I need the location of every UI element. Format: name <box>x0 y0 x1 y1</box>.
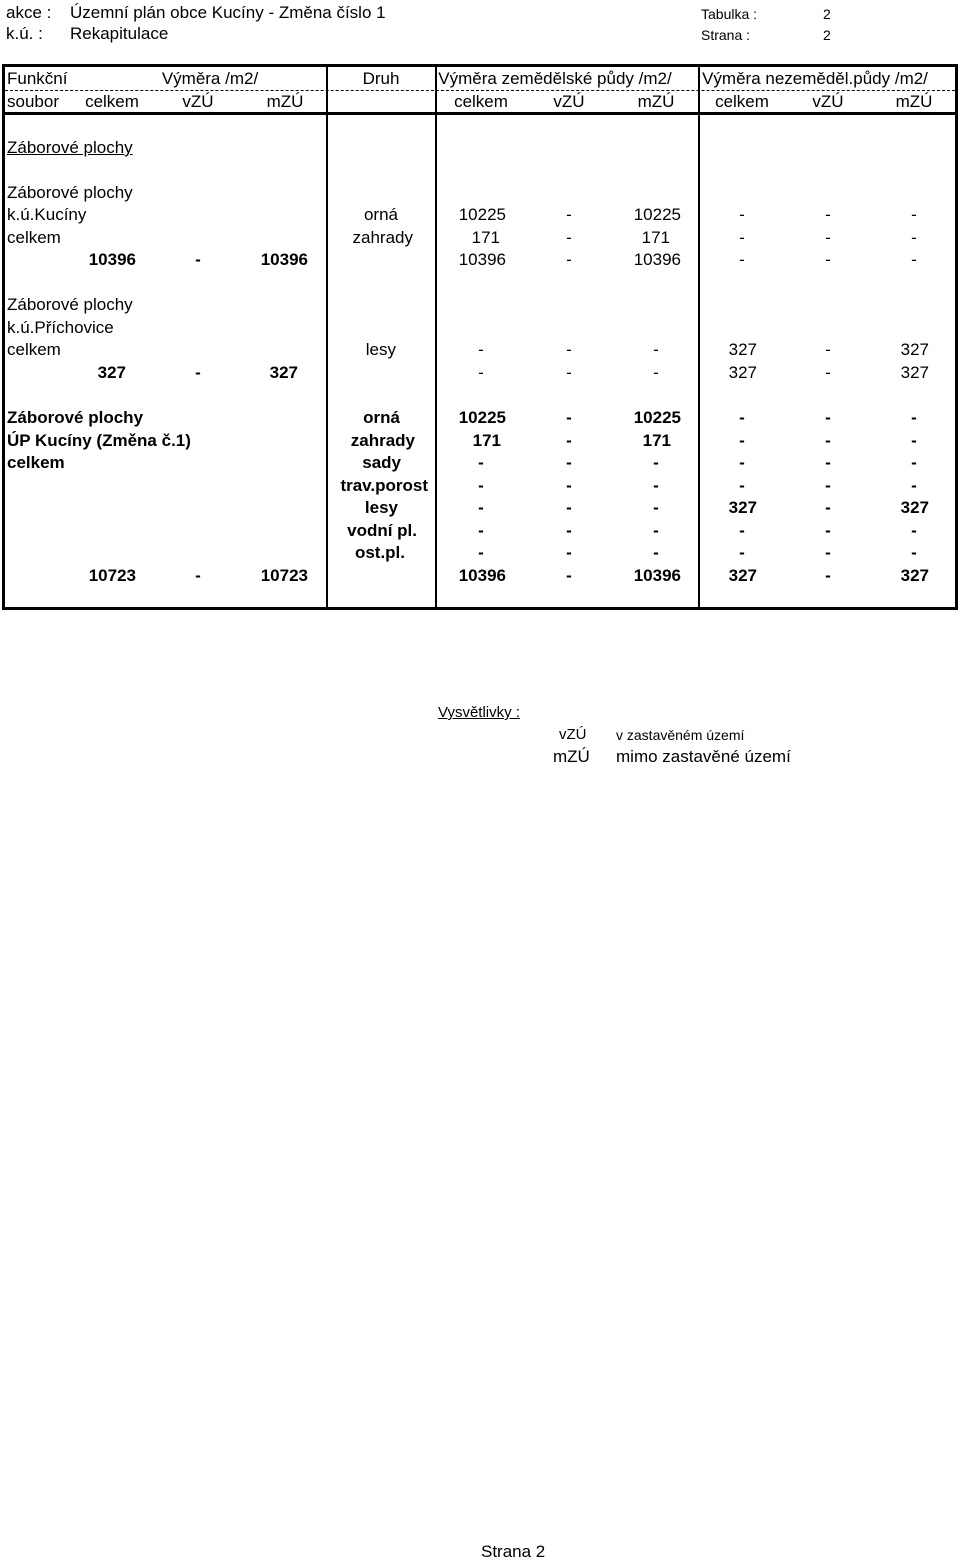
cell-druh: sady <box>362 453 401 472</box>
block-label: Záborové plochy <box>7 183 133 202</box>
cell-vymera-vzu: - <box>195 363 201 382</box>
cell-nezem-celkem: - <box>739 543 745 562</box>
cell-druh: vodní pl. <box>347 521 417 540</box>
block-label: ÚP Kucíny (Změna č.1) <box>7 431 191 450</box>
col-vymera: Výměra /m2/ <box>161 69 259 88</box>
col-zem-mzu: mZÚ <box>637 92 675 111</box>
cell-zem-celkem: 171 <box>472 431 501 450</box>
ku-value: Rekapitulace <box>70 24 169 43</box>
cell-vymera-celkem: 327 <box>97 363 126 382</box>
page-footer: Strana 2 <box>481 1542 546 1561</box>
cell-nezem-celkem: 327 <box>728 340 757 359</box>
cell-nezem-mzu: 327 <box>900 363 929 382</box>
cell-zem-celkem: 10225 <box>458 205 506 224</box>
cell-nezem-mzu: - <box>911 205 917 224</box>
col-nezem-mzu: mZÚ <box>895 92 933 111</box>
cell-zem-vzu: - <box>566 431 572 450</box>
legend-text: mimo zastavěné území <box>616 747 791 766</box>
cell-druh: lesy <box>364 498 398 517</box>
col-zemedelska: Výměra zemědělské půdy /m2/ <box>438 69 672 88</box>
ku-label: k.ú. : <box>6 24 43 43</box>
cell-zem-celkem: 10396 <box>458 250 506 269</box>
tabulka-label: Tabulka : <box>701 6 758 22</box>
cell-nezem-vzu: - <box>825 431 831 450</box>
cell-nezem-celkem: - <box>739 431 745 450</box>
cell-nezem-vzu: - <box>825 543 831 562</box>
cell-nezem-mzu: - <box>911 431 917 450</box>
col-druh: Druh <box>362 69 400 88</box>
cell-nezem-celkem: - <box>739 453 745 472</box>
cell-zem-celkem: - <box>478 521 484 540</box>
cell-zem-mzu: 171 <box>642 431 671 450</box>
cell-nezem-mzu: - <box>911 228 917 247</box>
cell-zem-mzu: 171 <box>641 228 670 247</box>
cell-druh: zahrady <box>350 431 415 450</box>
cell-nezem-vzu: - <box>825 521 831 540</box>
col-vymera-celkem: celkem <box>85 92 139 111</box>
akce-value: Územní plán obce Kucíny - Změna číslo 1 <box>70 3 386 22</box>
cell-vymera-mzu: 10396 <box>260 250 308 269</box>
cell-nezem-mzu: - <box>911 543 917 562</box>
cell-nezem-vzu: - <box>825 250 831 269</box>
cell-nezem-vzu: - <box>825 408 831 427</box>
col-zem-celkem: celkem <box>454 92 508 111</box>
strana-label: Strana : <box>701 27 751 43</box>
cell-nezem-celkem: - <box>739 205 745 224</box>
cell-nezem-mzu: 327 <box>900 498 929 517</box>
cell-nezem-celkem: 327 <box>728 363 757 382</box>
cell-zem-vzu: - <box>566 543 572 562</box>
block-label: Záborové plochy <box>7 408 144 427</box>
cell-zem-mzu: - <box>653 363 659 382</box>
cell-nezem-vzu: - <box>825 340 831 359</box>
cell-druh: zahrady <box>352 228 413 247</box>
cell-nezem-mzu: 327 <box>900 566 929 585</box>
cell-nezem-celkem: - <box>739 250 745 269</box>
block-label: celkem <box>7 340 61 359</box>
col-vymera-vzu: vZÚ <box>182 92 214 111</box>
cell-zem-mzu: - <box>653 476 659 495</box>
cell-vymera-mzu: 10723 <box>260 566 308 585</box>
cell-zem-celkem: - <box>478 453 484 472</box>
cell-druh: orná <box>363 205 398 224</box>
cell-zem-mzu: 10396 <box>633 566 681 585</box>
cell-zem-mzu: - <box>653 453 659 472</box>
cell-zem-vzu: - <box>566 408 572 427</box>
cell-zem-mzu: - <box>653 521 659 540</box>
cell-zem-vzu: - <box>566 453 572 472</box>
cell-nezem-vzu: - <box>825 363 831 382</box>
cell-zem-celkem: 10225 <box>458 408 506 427</box>
cell-nezem-mzu: - <box>911 250 917 269</box>
cell-zem-celkem: 10396 <box>458 566 506 585</box>
block-label: celkem <box>7 453 65 472</box>
cell-druh: lesy <box>365 340 396 359</box>
col-zem-vzu: vZÚ <box>553 92 585 111</box>
cell-nezem-celkem: 327 <box>728 498 757 517</box>
strana-value: 2 <box>823 27 831 43</box>
akce-label: akce : <box>6 3 52 22</box>
col-vymera-mzu: mZÚ <box>266 92 304 111</box>
cell-vymera-celkem: 10723 <box>88 566 136 585</box>
cell-zem-mzu: 10225 <box>633 408 681 427</box>
cell-nezem-mzu: - <box>911 521 917 540</box>
cell-vymera-vzu: - <box>195 566 201 585</box>
cell-zem-mzu: - <box>653 340 659 359</box>
cell-zem-vzu: - <box>566 521 572 540</box>
cell-zem-mzu: - <box>653 498 659 517</box>
cell-nezem-celkem: 327 <box>728 566 757 585</box>
cell-zem-vzu: - <box>566 476 572 495</box>
section-title: Záborové plochy <box>7 138 133 157</box>
cell-nezem-vzu: - <box>825 498 831 517</box>
cell-zem-celkem: 171 <box>471 228 500 247</box>
cell-nezem-celkem: - <box>739 228 745 247</box>
legend-title: Vysvětlivky : <box>438 704 520 721</box>
cell-nezem-mzu: 327 <box>900 340 929 359</box>
cell-druh: orná <box>363 408 400 427</box>
legend-abbr: vZÚ <box>559 726 587 743</box>
cell-zem-mzu: 10225 <box>633 205 681 224</box>
cell-zem-vzu: - <box>566 228 572 247</box>
cell-nezem-vzu: - <box>825 476 831 495</box>
cell-zem-vzu: - <box>566 498 572 517</box>
col-nezem-vzu: vZÚ <box>812 92 844 111</box>
cell-zem-mzu: - <box>653 543 659 562</box>
cell-zem-celkem: - <box>478 543 484 562</box>
cell-nezem-vzu: - <box>825 205 831 224</box>
cell-nezem-celkem: - <box>739 408 745 427</box>
block-label: k.ú.Příchovice <box>7 318 114 337</box>
cell-nezem-mzu: - <box>911 453 917 472</box>
legend-abbr: mZÚ <box>553 747 590 766</box>
block-label: Záborové plochy <box>7 295 133 314</box>
cell-druh: trav.porost <box>340 476 428 495</box>
col-nezemedelska: Výměra nezeměděl.půdy /m2/ <box>702 69 928 88</box>
cell-zem-vzu: - <box>566 566 572 585</box>
cell-nezem-mzu: - <box>911 476 917 495</box>
block-label: k.ú.Kucíny <box>7 205 87 224</box>
cell-zem-vzu: - <box>566 250 572 269</box>
cell-vymera-vzu: - <box>195 250 201 269</box>
cell-zem-celkem: - <box>478 340 484 359</box>
cell-nezem-vzu: - <box>825 228 831 247</box>
col-funkcni-bottom: soubor <box>7 92 59 111</box>
cell-zem-celkem: - <box>478 363 484 382</box>
cell-nezem-vzu: - <box>825 453 831 472</box>
cell-nezem-celkem: - <box>739 521 745 540</box>
col-nezem-celkem: celkem <box>715 92 769 111</box>
col-funkcni-top: Funkční <box>7 69 68 88</box>
cell-vymera-celkem: 10396 <box>88 250 136 269</box>
cell-vymera-mzu: 327 <box>269 363 298 382</box>
cell-nezem-celkem: - <box>739 476 745 495</box>
cell-zem-vzu: - <box>566 340 572 359</box>
block-label: celkem <box>7 228 61 247</box>
cell-nezem-vzu: - <box>825 566 831 585</box>
cell-zem-celkem: - <box>478 498 484 517</box>
cell-zem-celkem: - <box>478 476 484 495</box>
legend-text: v zastavěném území <box>616 727 745 743</box>
tabulka-value: 2 <box>823 6 831 22</box>
cell-nezem-mzu: - <box>911 408 917 427</box>
cell-druh: ost.pl. <box>354 543 405 562</box>
cell-zem-mzu: 10396 <box>633 250 681 269</box>
cell-zem-vzu: - <box>566 363 572 382</box>
cell-zem-vzu: - <box>566 205 572 224</box>
